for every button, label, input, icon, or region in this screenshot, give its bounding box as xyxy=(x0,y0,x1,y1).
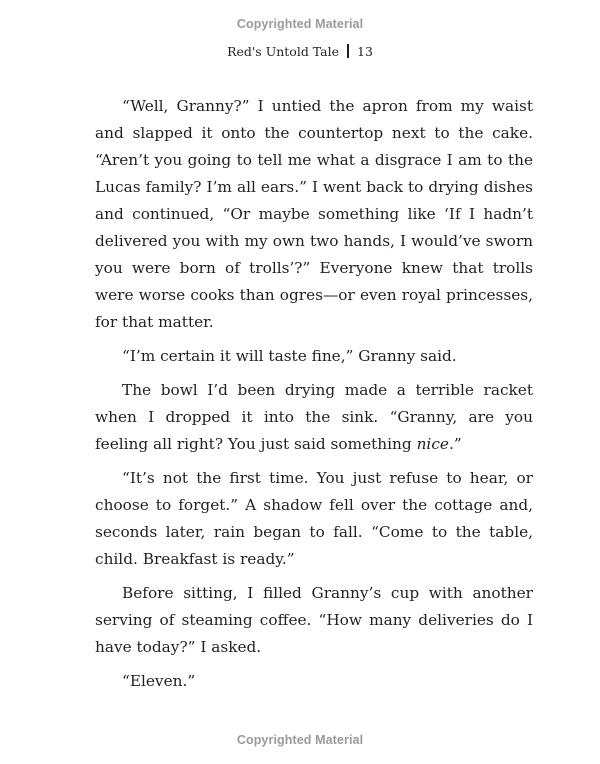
page-number: 13 xyxy=(357,44,373,59)
copyright-watermark-top: Copyrighted Material xyxy=(236,17,364,31)
paragraph: “It’s not the first time. You just refuse to hear, or choose to forget.” A shadow fell over the cottage and, seconds later, rain began to fall. “Come to the table, child. Breakfast is ready.” xyxy=(95,469,533,568)
paragraph-text: .” xyxy=(448,435,462,453)
paragraph: “I’m certain it will taste fine,” Granny said. xyxy=(122,347,457,365)
body-text xyxy=(95,93,533,702)
running-header xyxy=(0,44,600,59)
book-title: Red's Untold Tale xyxy=(227,44,340,59)
paragraph: “Well, Granny?” I untied the apron from my waist and slapped it onto the countertop next to the cake. “Aren’t you going to tell me what a disgrace I am to the Lucas family? I’m all ears.” I went back to drying dishes and continued, “Or maybe something like ‘If I hadn’t delivered you with my own two hands, I would’ve sworn you were born of trolls’?” Everyone knew that trolls were worse cooks than ogres—or even royal princesses, for that matter. xyxy=(95,97,533,331)
emphasized-word: nice xyxy=(416,435,449,453)
paragraph: “Eleven.” xyxy=(122,672,196,690)
header-separator xyxy=(347,44,349,58)
paragraph xyxy=(95,377,533,458)
paragraph: Before sitting, I filled Granny’s cup with another serving of steaming coffee. “How many deliveries do I have today?” I asked. xyxy=(95,584,533,656)
paragraph-text: The bowl I’d been drying made a terrible racket when I dropped it into the sink. “Granny, are you feeling all right? You just said something xyxy=(95,381,533,453)
copyright-watermark-bottom: Copyrighted Material xyxy=(236,733,364,747)
